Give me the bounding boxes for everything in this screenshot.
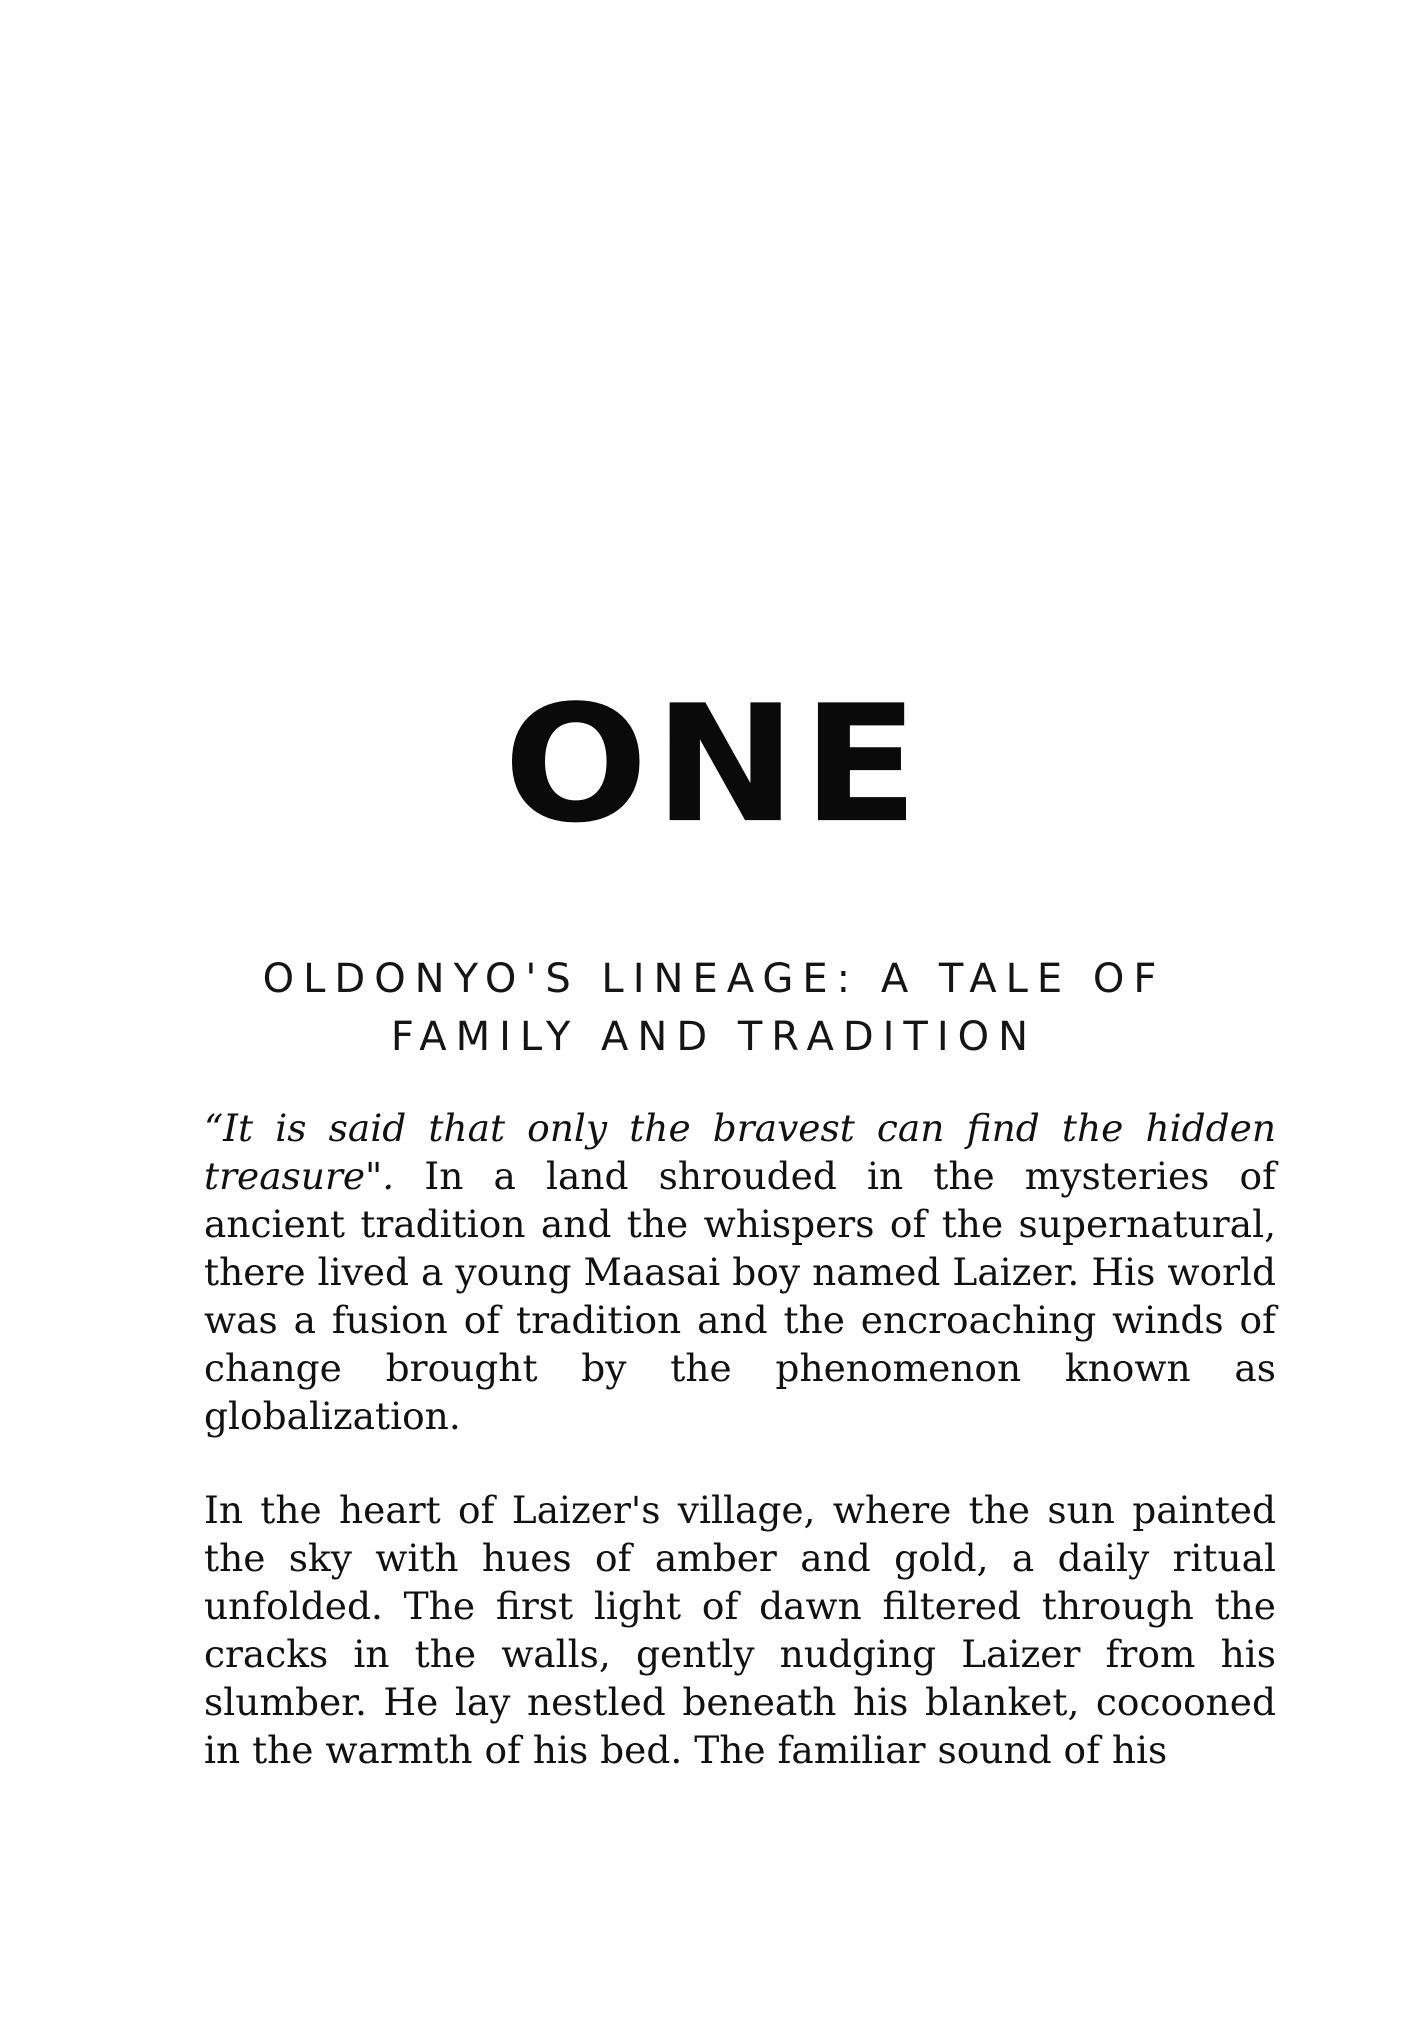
chapter-title: OLDONYO'S LINEAGE: A TALE OF FAMILY AND TRADITION	[262, 956, 1166, 1060]
chapter-number: ONE	[503, 670, 925, 860]
paragraph-1-text: In a land shrouded in the mysteries of ancient tradition and the whispers of the supernatural, there lived a young Maasai boy named Laizer. His world was a fusion of tradition and the encroaching winds of change brought by the phenomenon known as globalization.	[204, 1154, 1276, 1438]
epigraph: “It is said that only the bravest can find the hidden treasure".	[204, 1106, 1276, 1198]
chapter-body	[204, 1104, 1276, 1774]
paragraph-2: In the heart of Laizer's village, where the sun painted the sky with hues of amber and gold, a daily ritual unfolded. The first light of dawn filtered through the cracks in the walls, gently nudging Laizer from his slumber. He lay nestled beneath his blanket, cocooned in the warmth of his bed. The familiar sound of his	[204, 1488, 1276, 1772]
opening-paragraph	[204, 1104, 1276, 1440]
